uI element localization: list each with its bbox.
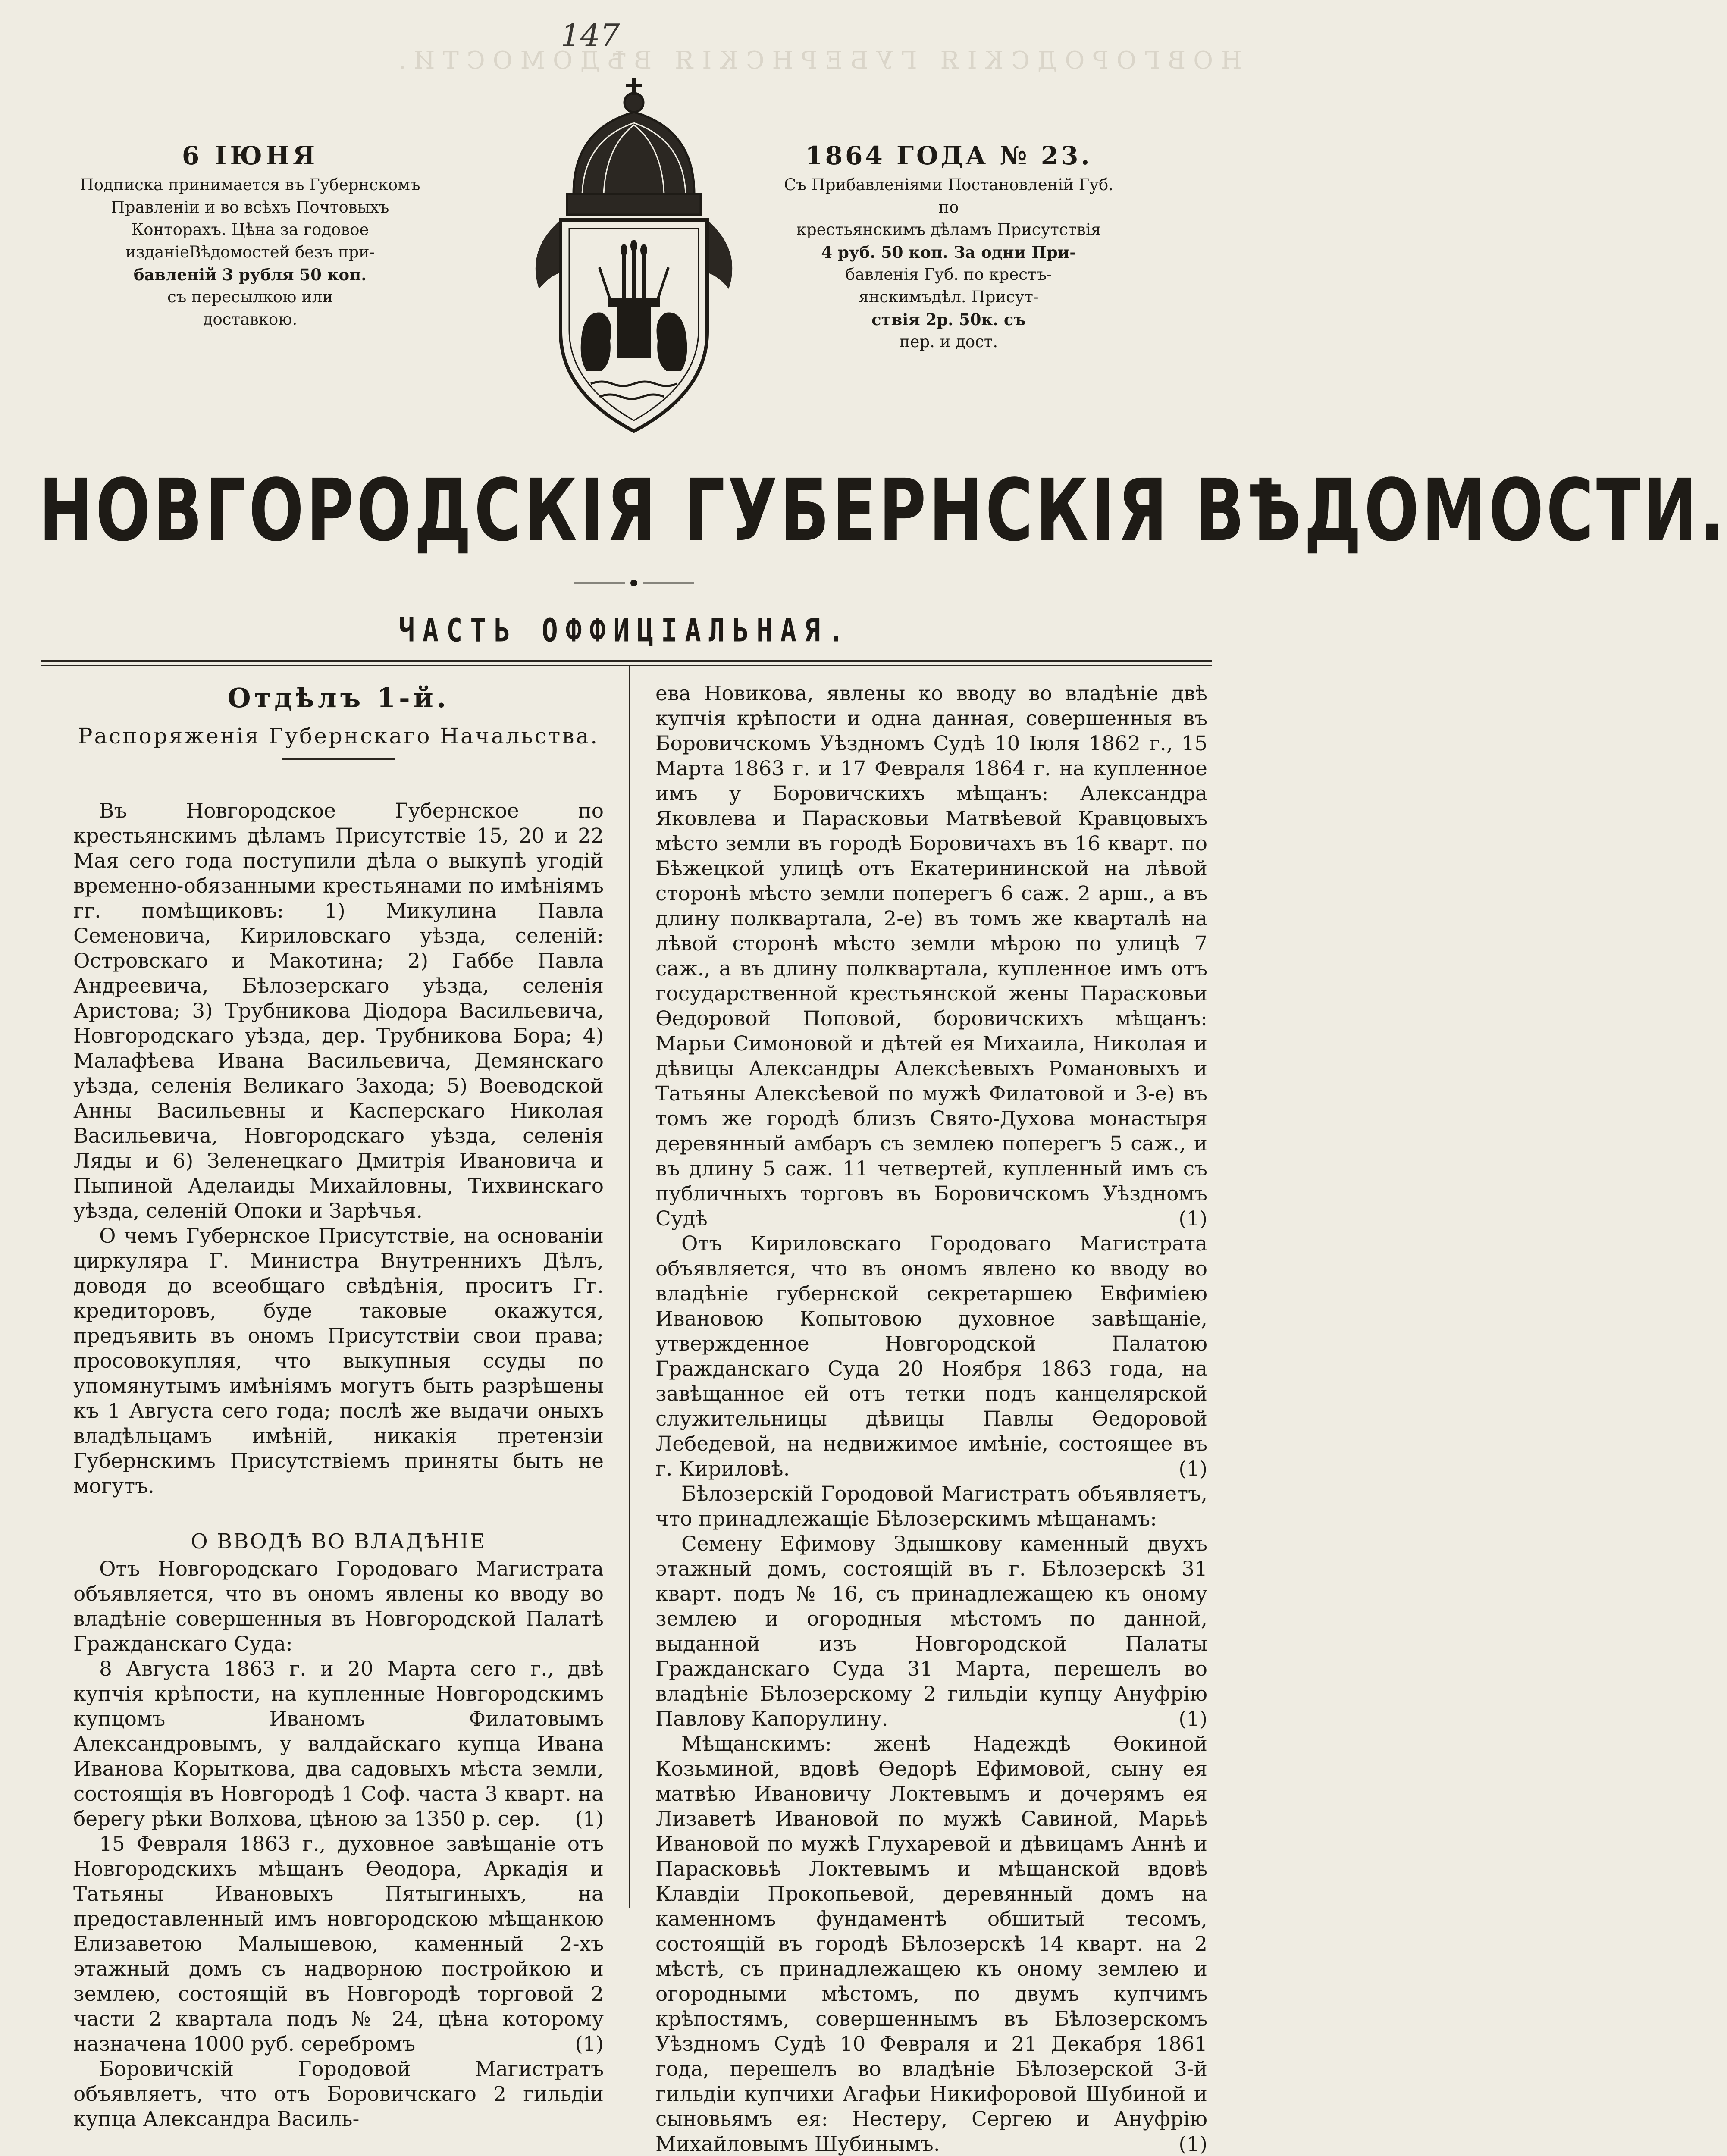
article-paragraph bbox=[73, 1657, 604, 1832]
section-rule bbox=[282, 758, 395, 760]
ornament-divider bbox=[574, 579, 694, 587]
left-column bbox=[73, 681, 604, 2132]
subscription-line: Правленіи и во всѣхъ Почтовыхъ bbox=[111, 198, 389, 216]
entry-mark: (1) bbox=[1178, 2132, 1207, 2156]
subscription-line: доставкою. bbox=[203, 310, 298, 329]
section-heading: Отдѣлъ 1-й. bbox=[227, 682, 450, 714]
right-column bbox=[655, 681, 1207, 2156]
entry-mark: (1) bbox=[575, 1807, 604, 1831]
bleed-through-header: НОВГОРОДСКІЯ ГУБЕРНСКІЯ ВѢДОМОСТИ. bbox=[390, 47, 1242, 75]
subscription-line: изданіеВѣдомостей безъ при- bbox=[125, 243, 375, 261]
subscription-line: крестьянскимъ дѣламъ Присутствія bbox=[796, 220, 1101, 239]
article-paragraph bbox=[73, 1832, 604, 2057]
article-paragraph bbox=[655, 681, 1207, 1232]
subscription-line: ствія 2р. 50к. съ bbox=[871, 310, 1026, 329]
article-paragraph: Отъ Новгородскаго Городоваго Магистрата объявляется, что въ ономъ явлены ко вводу во владѣніе совершенныя въ Новгородской Палатѣ Гражданскаго Суда: bbox=[73, 1557, 604, 1656]
article-paragraph: О чемъ Губернское Присутствіе, на основаніи циркуляра Г. Министра Внутреннихъ Дѣлъ, доводя до всеобщаго свѣдѣнія, проситъ Гг. кредиторовъ, буде таковые окажутся, предъявить въ ономъ Присутствіи свои права; просовокупляя, что выкупныя ссуды по упомянутымъ имѣніямъ могутъ быть разрѣшены къ 1 Августа сего года; послѣ же выдачи оныхъ владѣльцамъ имѣній, никакія претензіи Губернскимъ Присутствіемъ приняты быть не могутъ. bbox=[73, 1224, 604, 1498]
subscription-line: пер. и дост. bbox=[899, 332, 998, 351]
paragraph-text: 15 Февраля 1863 г., духовное завѣщаніе отъ Новгородскихъ мѣщанъ Ѳеодора, Аркадія и Татьяны Ивановыхъ Пятыгиныхъ, на предоставленный имъ новгородскою мѣщанкою Елизаветою Малышевою, каменный 2-хъ этажный домъ съ надворною постройкою и землею, состоящій въ Новгородѣ торговой 2 части 2 квартала подъ № 24, цѣна которому назначена 1000 руб. серебромъ bbox=[73, 1832, 604, 2056]
issue-date: 6 ІЮНЯ bbox=[182, 141, 319, 170]
subscription-line: 4 руб. 50 коп. За одни При- bbox=[821, 243, 1076, 262]
subscription-line: бавленія Губ. по крестъ- bbox=[845, 265, 1052, 284]
article-paragraph: Бѣлозерскій Городовой Магистратъ объявляетъ, что принадлежащіе Бѣлозерскимъ мѣщанамъ: bbox=[655, 1482, 1207, 1531]
subscription-line: бавленій 3 рубля 50 коп. bbox=[133, 265, 367, 284]
header-left bbox=[78, 141, 423, 331]
masthead-title: НОВГОРОДСКІЯ ГУБЕРНСКІЯ ВѢДОМОСТИ. bbox=[39, 461, 1727, 561]
section-subheading: Распоряженія Губернскаго Начальства. bbox=[78, 724, 599, 749]
horizontal-rule bbox=[41, 665, 1212, 666]
article-paragraph bbox=[655, 1532, 1207, 1732]
article-paragraph bbox=[655, 1732, 1207, 2156]
column-divider bbox=[629, 666, 630, 1908]
subscription-line: Съ Прибавленіями Постановленій Губ. по bbox=[784, 175, 1113, 216]
paragraph-text: 8 Августа 1863 г. и 20 Марта сего г., двѣ купчія крѣпости, на купленные Новгородскимъ купцомъ Иваномъ Филатовымъ Александровымъ, у валдайскаго купца Ивана Иванова Корыткова, два садовыхъ мѣста земли, состоящія въ Новгородѣ 1 Соф. часта 3 кварт. на берегу рѣки Волхова, цѣною за 1350 р. сер. bbox=[73, 1657, 604, 1831]
page-number: 147 bbox=[561, 17, 620, 53]
paragraph-text: Семену Ефимову Здышкову каменный двухъ этажный домъ, состоящій въ г. Бѣлозерскѣ 31 кварт. подъ № 16, съ принадлежащею къ оному землею и огородныя мѣстомъ по данной, выданной изъ Новгородской Палаты Гражданскаго Суда 31 Марта, перешелъ во владѣніе Бѣлозерскому 2 гильдіи купцу Ануфрію Павлову Капорулину. bbox=[655, 1532, 1207, 1731]
section-subtitle: ЧАСТЬ ОФФИЦІАЛЬНАЯ. bbox=[398, 611, 852, 649]
entry-mark: (1) bbox=[1178, 1457, 1207, 1481]
header-right bbox=[772, 141, 1125, 353]
entry-mark: (1) bbox=[1178, 1707, 1207, 1731]
issue-year-number: 1864 ГОДА № 23. bbox=[805, 141, 1092, 170]
article-heading: О ВВОДѢ ВО ВЛАДѢНІЕ bbox=[191, 1529, 486, 1554]
entry-mark: (1) bbox=[575, 2032, 604, 2056]
article-paragraph bbox=[655, 1232, 1207, 1482]
paragraph-text: ева Новикова, явлены ко вводу во владѣніе двѣ купчія крѣпости и одна данная, совершенныя въ Боровичскомъ Уѣздномъ Судѣ 10 Іюля 1862 г., 15 Марта 1863 г. и 17 Февраля 1864 г. на купленное имъ у Боровичскихъ мѣщанъ: Александра Яковлева и Парасковьи Матвѣевой Кравцовыхъ мѣсто земли въ городѣ Боровичахъ въ 16 кварт. по Бѣжецкой улицѣ отъ Екатерининской на лѣвой сторонѣ мѣсто земли поперегъ 6 саж. 2 арш., а въ длину полквартала, 2-е) въ томъ же кварталѣ на лѣвой сторонѣ мѣсто земли мѣрою по улицѣ 7 саж., а въ длину полквартала, купленное имъ отъ государственной крестьянской жены Парасковьи Ѳедоровой Поповой, боровичскихъ мѣщанъ: Марьи Симоновой и дѣтей ея Михаила, Николая и дѣвицы Александры Алексѣевыхъ Романовыхъ и Татьяны Алексѣевой по мужѣ Филатовой и 3-е) въ томъ же городѣ близъ Свято-Духова монастыря деревянный амбаръ съ землею поперегъ 5 саж., и въ длину 5 саж. 11 четвертей, купленный имъ съ публичныхъ торговъ въ Боровичскомъ Уѣздномъ Судѣ bbox=[655, 682, 1207, 1231]
subscription-line: съ пересылкою или bbox=[167, 288, 333, 306]
paragraph-text: Отъ Кириловскаго Городоваго Магистрата объявляется, что въ ономъ явлено ко вводу во владѣніе губернской секретаршею Евфиміею Ивановою Копытовою духовное завѣщаніе, утвержденное Новгородской Палатою Гражданскаго Суда 20 Ноября 1863 года, на завѣщанное ей отъ тетки подъ канцелярской служительницы дѣвицы Павлы Ѳедоровой Лебедевой, на недвижимое имѣніе, состоящее въ г. Кириловѣ. bbox=[655, 1232, 1207, 1481]
entry-mark: (1) bbox=[1178, 1207, 1207, 1231]
article-paragraph: Въ Новгородское Губернское по крестьянскимъ дѣламъ Присутствіе 15, 20 и 22 Мая сего года поступили дѣла о выкупѣ угодій временно-обязанными крестьянами по имѣніямъ гг. помѣщиковъ: 1) Микулина Павла Семеновича, Кириловскаго уѣзда, селеній: Островскаго и Макотина; 2) Габбе Павла Андреевича, Бѣлозерскаго уѣзда, селенія Аристова; 3) Трубникова Діодора Васильевича, Новгородскаго уѣзда, дер. Трубникова Бора; 4) Малафѣева Ивана Васильевича, Демянскаго уѣзда, селенія Великаго Захода; 5) Воеводской Анны Васильевны и Касперскаго Николая Васильевича, Новгородскаго уѣзда, селенія Ляды и 6) Зеленецкаго Дмитрія Ивановича и Пыпиной Аделаиды Михайловны, Тихвинскаго уѣзда, селеній Опоки и Зарѣчья. bbox=[73, 799, 604, 1223]
subscription-line: Конторахъ. Цѣна за годовое bbox=[131, 220, 369, 239]
horizontal-rule bbox=[41, 660, 1212, 662]
article-paragraph: Боровичскій Городовой Магистратъ объявляетъ, что отъ Боровичскаго 2 гильдіи купца Александра Василь- bbox=[73, 2057, 604, 2131]
paragraph-text: Мѣщанскимъ: женѣ Надеждѣ Ѳокиной Козьминой, вдовѣ Ѳедорѣ Ефимовой, сыну ея матвѣю Ивановичу Локтевымъ и дочерямъ ея Лизаветѣ Ивановой по мужѣ Савиной, Марьѣ Ивановой по мужѣ Глухаревой и дѣвицамъ Аннѣ и Парасковьѣ Локтевымъ и мѣщанской вдовѣ Клавдіи Прокопьевой, деревянный домъ на каменномъ фундаментѣ обшитый тесомъ, состоящій въ городѣ Бѣлозерскѣ 14 кварт. на 2 мѣстѣ, съ принадлежащею къ оному землею и огородными мѣстомъ, по двумъ купчимъ крѣпостямъ, совершеннымъ въ Бѣлозерскомъ Уѣздномъ Судѣ 10 Февраля и 21 Декабря 1861 года, перешелъ во владѣніе Бѣлозерской 3-й гильдіи купчихи Агафьи Никифоровой Шубиной и сыновьямъ ея: Нестеру, Сергею и Ануфрію Михайловымъ Шубинымъ. bbox=[655, 1732, 1207, 2156]
subscription-line: Подписка принимается въ Губернскомъ bbox=[80, 175, 420, 194]
subscription-line: янскимъдѣл. Присут- bbox=[859, 288, 1039, 306]
coat-of-arms-icon bbox=[509, 65, 759, 440]
